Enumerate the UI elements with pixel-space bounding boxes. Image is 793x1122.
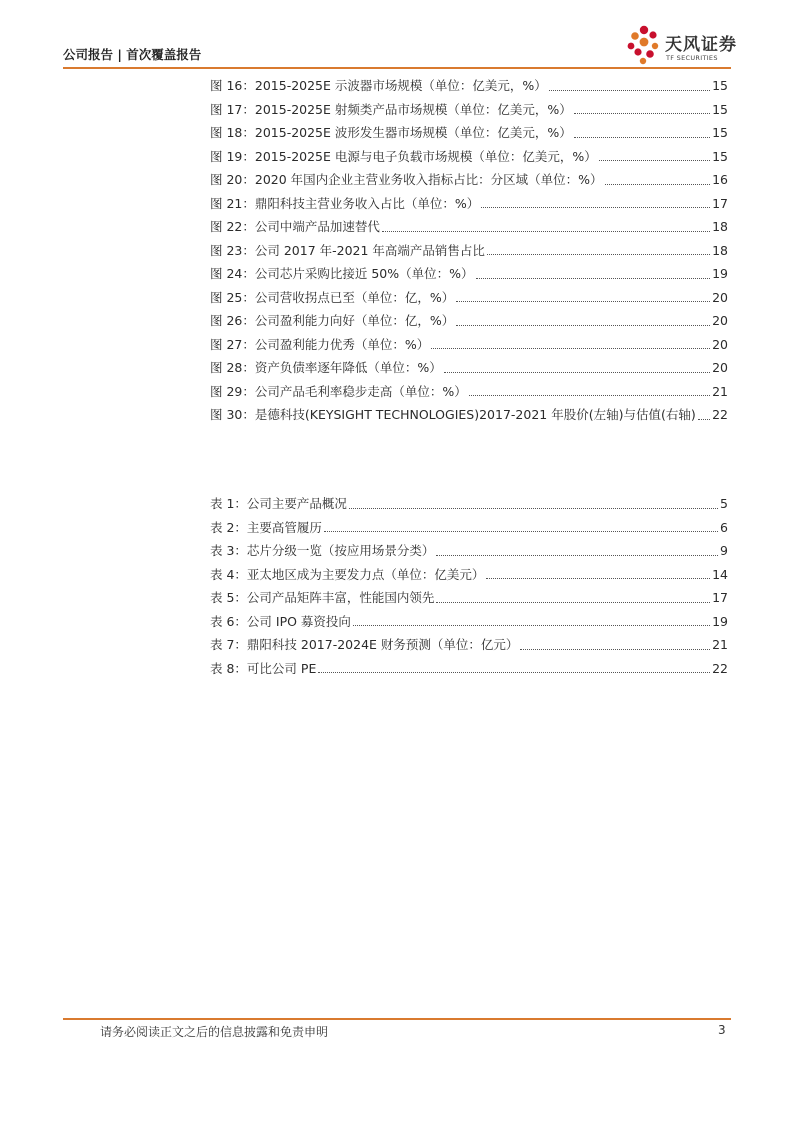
toc-entry-page: 18	[712, 242, 728, 258]
report-header-title: 公司报告 | 首次覆盖报告	[63, 47, 202, 62]
toc-dot-leader	[353, 624, 710, 626]
toc-entry-page: 22	[712, 407, 728, 422]
toc-figure-entry[interactable]	[210, 356, 728, 380]
toc-entry-page: 22	[712, 660, 728, 676]
header-divider	[63, 67, 731, 69]
toc-entry-page: 19	[712, 613, 728, 629]
toc-entry-label: 图 25：公司营收拐点已至（单位：亿，%）	[210, 289, 455, 305]
toc-dot-leader	[476, 277, 711, 279]
toc-figure-entry[interactable]	[210, 380, 728, 404]
toc-table-entry[interactable]	[210, 657, 728, 681]
toc-entry-label: 图 16：2015-2025E 示波器市场规模（单位：亿美元，%）	[210, 78, 547, 93]
toc-dot-leader	[318, 671, 710, 673]
toc-entry-label: 图 30：是德科技(KEYSIGHT TECHNOLOGIES)2017-2021 年股价(左轴)与估值(右轴)	[210, 407, 696, 422]
toc-dot-leader	[549, 89, 710, 91]
toc-figure-entry[interactable]	[210, 121, 728, 145]
toc-entry-label: 图 26：公司盈利能力向好（单位：亿，%）	[210, 313, 455, 328]
toc-figure-entry[interactable]	[210, 215, 728, 239]
toc-table-entry[interactable]	[210, 586, 728, 610]
toc-dot-leader	[487, 253, 710, 255]
toc-entry-label: 图 21：鼎阳科技主营业务收入占比（单位：%）	[210, 195, 480, 211]
toc-entry-label: 图 29：公司产品毛利率稳步走高（单位：%）	[210, 383, 467, 399]
toc-entry-label: 图 22：公司中端产品加速替代	[210, 219, 380, 234]
toc-entry-label: 表 8：可比公司 PE	[210, 660, 317, 676]
toc-entry-page: 15	[712, 125, 728, 140]
toc-entry-label: 表 3：芯片分级一览（按应用场景分类）	[210, 543, 435, 558]
toc-dot-leader	[605, 183, 711, 185]
toc-entry-label: 图 24：公司芯片采购比接近 50%（单位：%）	[210, 266, 474, 281]
toc-dot-leader	[574, 136, 710, 138]
toc-entry-page: 5	[720, 496, 728, 511]
toc-dot-leader	[324, 530, 718, 532]
figure-index-list	[210, 74, 728, 427]
logo-english-name: TF SECURITIES	[666, 54, 718, 62]
toc-entry-label: 表 7：鼎阳科技 2017-2024E 财务预测（单位：亿元）	[210, 637, 519, 652]
toc-entry-label: 表 6：公司 IPO 募资投向	[210, 613, 351, 629]
toc-dot-leader	[698, 418, 710, 420]
toc-entry-label: 图 18：2015-2025E 波形发生器市场规模（单位：亿美元，%）	[210, 125, 572, 140]
toc-entry-page: 20	[712, 336, 728, 352]
toc-dot-leader	[520, 648, 710, 650]
toc-entry-page: 21	[712, 383, 728, 399]
toc-table-entry[interactable]	[210, 633, 728, 657]
toc-entry-label: 图 28：资产负债率逐年降低（单位：%）	[210, 360, 442, 375]
toc-dot-leader	[444, 371, 710, 373]
toc-figure-entry[interactable]	[210, 168, 728, 192]
toc-dot-leader	[481, 206, 710, 208]
toc-entry-page: 20	[712, 313, 728, 328]
toc-figure-entry[interactable]	[210, 239, 728, 263]
toc-dot-leader	[436, 554, 718, 556]
toc-figure-entry[interactable]	[210, 74, 728, 98]
toc-entry-page: 17	[712, 590, 728, 605]
toc-figure-entry[interactable]	[210, 98, 728, 122]
toc-entry-page: 21	[712, 637, 728, 652]
toc-entry-label: 图 17：2015-2025E 射频类产品市场规模（单位：亿美元，%）	[210, 101, 572, 117]
tf-securities-logo	[624, 24, 739, 70]
logo-flower-icon	[624, 24, 664, 70]
toc-entry-page: 15	[712, 148, 728, 164]
logo-chinese-name: 天风证券	[665, 35, 737, 55]
toc-table-entry[interactable]	[210, 516, 728, 540]
toc-figure-entry[interactable]	[210, 333, 728, 357]
toc-entry-label: 图 27：公司盈利能力优秀（单位：%）	[210, 336, 430, 352]
toc-figure-entry[interactable]	[210, 145, 728, 169]
toc-figure-entry[interactable]	[210, 309, 728, 333]
toc-table-entry[interactable]	[210, 492, 728, 516]
table-index-list	[210, 492, 728, 680]
toc-entry-page: 6	[720, 519, 728, 535]
toc-entry-label: 表 2：主要高管履历	[210, 519, 322, 535]
toc-entry-page: 20	[712, 289, 728, 305]
toc-entry-page: 18	[712, 219, 728, 234]
toc-table-entry[interactable]	[210, 563, 728, 587]
toc-figure-entry[interactable]	[210, 262, 728, 286]
toc-dot-leader	[599, 159, 710, 161]
toc-figure-entry[interactable]	[210, 192, 728, 216]
toc-table-entry[interactable]	[210, 610, 728, 634]
toc-table-entry[interactable]	[210, 539, 728, 563]
toc-entry-page: 19	[712, 266, 728, 281]
toc-figure-entry[interactable]	[210, 286, 728, 310]
toc-dot-leader	[574, 112, 710, 114]
toc-dot-leader	[456, 300, 710, 302]
toc-entry-label: 表 1：公司主要产品概况	[210, 496, 347, 511]
toc-figure-entry[interactable]	[210, 403, 728, 427]
toc-dot-leader	[436, 601, 710, 603]
toc-entry-label: 图 23：公司 2017 年-2021 年高端产品销售占比	[210, 242, 485, 258]
toc-dot-leader	[469, 394, 710, 396]
toc-dot-leader	[349, 507, 718, 509]
toc-entry-page: 20	[712, 360, 728, 375]
toc-entry-page: 14	[712, 566, 728, 582]
toc-entry-page: 17	[712, 195, 728, 211]
toc-entry-label: 表 4：亚太地区成为主要发力点（单位：亿美元）	[210, 566, 485, 582]
footer-divider	[63, 1018, 731, 1020]
footer-disclaimer: 请务必阅读正文之后的信息披露和免责申明	[100, 1025, 329, 1039]
toc-entry-page: 16	[712, 172, 728, 187]
toc-entry-page: 15	[712, 101, 728, 117]
toc-entry-page: 15	[712, 78, 728, 93]
toc-entry-page: 9	[720, 543, 728, 558]
toc-dot-leader	[486, 577, 710, 579]
toc-dot-leader	[431, 347, 710, 349]
toc-entry-label: 图 20：2020 年国内企业主营业务收入指标占比：分区域（单位：%）	[210, 172, 603, 187]
toc-entry-label: 图 19：2015-2025E 电源与电子负载市场规模（单位：亿美元，%）	[210, 148, 597, 164]
toc-dot-leader	[382, 230, 710, 232]
footer-page-number: 3	[718, 1023, 726, 1037]
toc-entry-label: 表 5：公司产品矩阵丰富，性能国内领先	[210, 590, 435, 605]
toc-dot-leader	[456, 324, 710, 326]
